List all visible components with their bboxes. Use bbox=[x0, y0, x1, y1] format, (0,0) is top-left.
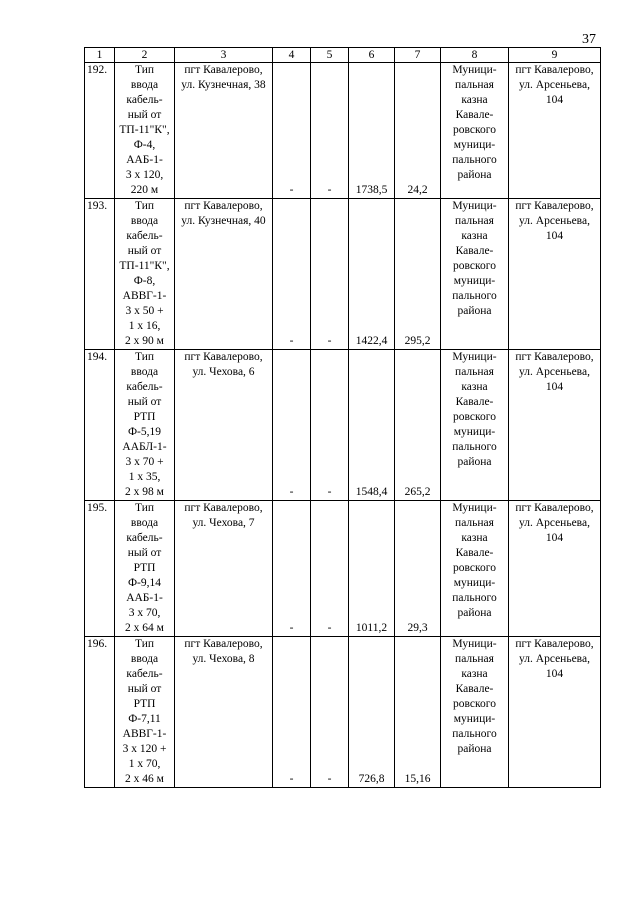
col5-value: - bbox=[311, 501, 349, 637]
header-cell: 6 bbox=[349, 48, 395, 63]
owner-name bbox=[441, 63, 509, 199]
header-cell: 5 bbox=[311, 48, 349, 63]
owner-line: района bbox=[457, 743, 492, 755]
holder-line: пгт Кавалерово, bbox=[515, 64, 594, 76]
name-line: Тип bbox=[134, 64, 155, 76]
name-line: Ф-8, bbox=[133, 275, 156, 287]
name-line: кабель- bbox=[126, 230, 163, 242]
col5-value: - bbox=[311, 199, 349, 350]
address-line: ул. Чехова, 7 bbox=[192, 517, 255, 529]
name-line: РТП bbox=[133, 562, 156, 574]
name-line: кабель- bbox=[126, 668, 163, 680]
name-line: АВВГ-1- bbox=[122, 728, 167, 740]
owner-name bbox=[441, 501, 509, 637]
owner-line: муници- bbox=[453, 139, 496, 151]
owner-line: Муници- bbox=[452, 638, 497, 650]
col7-value: 295,2 bbox=[395, 199, 441, 350]
name-line: Ф-9,14 bbox=[127, 577, 162, 589]
object-address bbox=[175, 350, 273, 501]
object-address bbox=[175, 199, 273, 350]
col5-value: - bbox=[311, 637, 349, 788]
owner-line: пальная bbox=[455, 366, 494, 378]
holder-address bbox=[509, 501, 601, 637]
name-line: ный от bbox=[127, 547, 162, 559]
col5-value: - bbox=[311, 63, 349, 199]
col7-value: 265,2 bbox=[395, 350, 441, 501]
name-line: 3 х 50 + bbox=[125, 305, 164, 317]
name-line: 2 х 90 м bbox=[125, 335, 164, 347]
address-line: ул. Кузнечная, 38 bbox=[181, 79, 266, 91]
owner-line: пального bbox=[452, 290, 497, 302]
name-line: 220 м bbox=[130, 184, 159, 196]
name-line: ААБ-1- bbox=[126, 154, 163, 166]
owner-line: Муници- bbox=[452, 200, 497, 212]
name-line: Тип bbox=[134, 351, 155, 363]
holder-line: 104 bbox=[545, 230, 564, 242]
address-line: ул. Чехова, 6 bbox=[192, 366, 255, 378]
col5-value: - bbox=[311, 350, 349, 501]
col6-value: 1011,2 bbox=[349, 501, 395, 637]
name-line: ный от bbox=[127, 396, 162, 408]
owner-line: казна bbox=[461, 668, 488, 680]
row-number: 195. bbox=[85, 501, 115, 637]
holder-line: пгт Кавалерово, bbox=[515, 200, 594, 212]
owner-name bbox=[441, 350, 509, 501]
name-line: ввода bbox=[130, 366, 159, 378]
owner-line: ровского bbox=[453, 124, 496, 136]
owner-line: пального bbox=[452, 592, 497, 604]
col4-value: - bbox=[273, 63, 311, 199]
owner-line: Муници- bbox=[452, 351, 497, 363]
owner-line: района bbox=[457, 607, 492, 619]
col6-value: 1422,4 bbox=[349, 199, 395, 350]
row-number: 192. bbox=[85, 63, 115, 199]
holder-line: 104 bbox=[545, 668, 564, 680]
object-name bbox=[115, 350, 175, 501]
owner-line: Кавале- bbox=[455, 547, 494, 559]
address-line: пгт Кавалерово, bbox=[184, 351, 263, 363]
header-cell: 8 bbox=[441, 48, 509, 63]
holder-address bbox=[509, 350, 601, 501]
name-line: 3 х 120, bbox=[125, 169, 164, 181]
name-line: 1 х 70, bbox=[128, 758, 161, 770]
name-line: кабель- bbox=[126, 381, 163, 393]
object-address bbox=[175, 63, 273, 199]
name-line: кабель- bbox=[126, 532, 163, 544]
address-line: пгт Кавалерово, bbox=[184, 64, 263, 76]
table-row bbox=[85, 637, 601, 788]
holder-line: 104 bbox=[545, 381, 564, 393]
header-cell: 3 bbox=[175, 48, 273, 63]
name-line: Тип bbox=[134, 200, 155, 212]
name-line: Ф-5,19 bbox=[127, 426, 162, 438]
header-cell: 1 bbox=[85, 48, 115, 63]
owner-line: пального bbox=[452, 441, 497, 453]
owner-line: ровского bbox=[453, 698, 496, 710]
name-line: 3 х 70 + bbox=[125, 456, 164, 468]
address-line: пгт Кавалерово, bbox=[184, 502, 263, 514]
owner-line: пальная bbox=[455, 215, 494, 227]
name-line: ТП-11"К", bbox=[119, 260, 170, 272]
table-body bbox=[85, 63, 601, 788]
name-line: ввода bbox=[130, 653, 159, 665]
name-line: 1 х 35, bbox=[128, 471, 161, 483]
holder-line: ул. Арсеньева, bbox=[519, 215, 590, 227]
owner-name bbox=[441, 637, 509, 788]
owner-line: района bbox=[457, 456, 492, 468]
name-line: ввода bbox=[130, 215, 159, 227]
holder-line: 104 bbox=[545, 94, 564, 106]
address-line: пгт Кавалерово, bbox=[184, 200, 263, 212]
col7-value: 15,16 bbox=[395, 637, 441, 788]
table-row bbox=[85, 199, 601, 350]
address-line: ул. Чехова, 8 bbox=[192, 653, 255, 665]
owner-line: муници- bbox=[453, 426, 496, 438]
owner-line: ровского bbox=[453, 411, 496, 423]
owner-line: казна bbox=[461, 381, 488, 393]
owner-line: Кавале- bbox=[455, 109, 494, 121]
holder-line: ул. Арсеньева, bbox=[519, 366, 590, 378]
col7-value: 29,3 bbox=[395, 501, 441, 637]
name-line: ТП-11"К", bbox=[119, 124, 170, 136]
header-cell: 7 bbox=[395, 48, 441, 63]
holder-line: ул. Арсеньева, bbox=[519, 517, 590, 529]
name-line: РТП bbox=[133, 411, 156, 423]
col4-value: - bbox=[273, 350, 311, 501]
holder-line: пгт Кавалерово, bbox=[515, 638, 594, 650]
name-line: ААБ-1- bbox=[126, 592, 163, 604]
header-cell: 9 bbox=[509, 48, 601, 63]
object-name bbox=[115, 63, 175, 199]
row-number: 193. bbox=[85, 199, 115, 350]
name-line: 2 х 46 м bbox=[125, 773, 164, 785]
object-address bbox=[175, 637, 273, 788]
name-line: ААБЛ-1- bbox=[122, 441, 167, 453]
owner-line: казна bbox=[461, 532, 488, 544]
col6-value: 1548,4 bbox=[349, 350, 395, 501]
holder-line: пгт Кавалерово, bbox=[515, 502, 594, 514]
owner-line: муници- bbox=[453, 577, 496, 589]
name-line: 3 х 120 + bbox=[122, 743, 167, 755]
owner-line: муници- bbox=[453, 713, 496, 725]
col4-value: - bbox=[273, 637, 311, 788]
col7-value: 24,2 bbox=[395, 63, 441, 199]
table-row bbox=[85, 501, 601, 637]
col6-value: 726,8 bbox=[349, 637, 395, 788]
name-line: 2 х 64 м bbox=[125, 622, 164, 634]
name-line: Ф-7,11 bbox=[128, 713, 161, 725]
header-cell: 2 bbox=[115, 48, 175, 63]
holder-address bbox=[509, 637, 601, 788]
name-line: 3 х 70, bbox=[128, 607, 161, 619]
name-line: ный от bbox=[127, 683, 162, 695]
name-line: Ф-4, bbox=[133, 139, 156, 151]
name-line: РТП bbox=[133, 698, 156, 710]
owner-line: муници- bbox=[453, 275, 496, 287]
owner-name bbox=[441, 199, 509, 350]
owner-line: Муници- bbox=[452, 502, 497, 514]
owner-line: казна bbox=[461, 230, 488, 242]
name-line: ввода bbox=[130, 79, 159, 91]
row-number: 196. bbox=[85, 637, 115, 788]
owner-line: Кавале- bbox=[455, 245, 494, 257]
header-cell: 4 bbox=[273, 48, 311, 63]
owner-line: пальная bbox=[455, 79, 494, 91]
name-line: 1 х 16, bbox=[128, 320, 161, 332]
owner-line: пальная bbox=[455, 653, 494, 665]
holder-address bbox=[509, 199, 601, 350]
owner-line: казна bbox=[461, 94, 488, 106]
object-name bbox=[115, 199, 175, 350]
table-row bbox=[85, 63, 601, 199]
object-name bbox=[115, 637, 175, 788]
object-address bbox=[175, 501, 273, 637]
owner-line: района bbox=[457, 169, 492, 181]
holder-line: пгт Кавалерово, bbox=[515, 351, 594, 363]
page-number: 37 bbox=[582, 32, 596, 47]
owner-line: района bbox=[457, 305, 492, 317]
name-line: ный от bbox=[127, 109, 162, 121]
name-line: АВВГ-1- bbox=[122, 290, 167, 302]
col4-value: - bbox=[273, 199, 311, 350]
name-line: Тип bbox=[134, 638, 155, 650]
owner-line: пального bbox=[452, 154, 497, 166]
address-line: ул. Кузнечная, 40 bbox=[181, 215, 266, 227]
name-line: Тип bbox=[134, 502, 155, 514]
owner-line: Кавале- bbox=[455, 683, 494, 695]
table-row bbox=[85, 350, 601, 501]
name-line: кабель- bbox=[126, 94, 163, 106]
header-row bbox=[85, 48, 601, 63]
holder-address bbox=[509, 63, 601, 199]
name-line: ный от bbox=[127, 245, 162, 257]
registry-table bbox=[84, 47, 601, 788]
owner-line: Кавале- bbox=[455, 396, 494, 408]
col6-value: 1738,5 bbox=[349, 63, 395, 199]
address-line: пгт Кавалерово, bbox=[184, 638, 263, 650]
owner-line: ровского bbox=[453, 562, 496, 574]
holder-line: ул. Арсеньева, bbox=[519, 653, 590, 665]
col4-value: - bbox=[273, 501, 311, 637]
holder-line: 104 bbox=[545, 532, 564, 544]
name-line: ввода bbox=[130, 517, 159, 529]
owner-line: ровского bbox=[453, 260, 496, 272]
object-name bbox=[115, 501, 175, 637]
holder-line: ул. Арсеньева, bbox=[519, 79, 590, 91]
owner-line: пального bbox=[452, 728, 497, 740]
name-line: 2 х 98 м bbox=[125, 486, 164, 498]
row-number: 194. bbox=[85, 350, 115, 501]
owner-line: пальная bbox=[455, 517, 494, 529]
owner-line: Муници- bbox=[452, 64, 497, 76]
